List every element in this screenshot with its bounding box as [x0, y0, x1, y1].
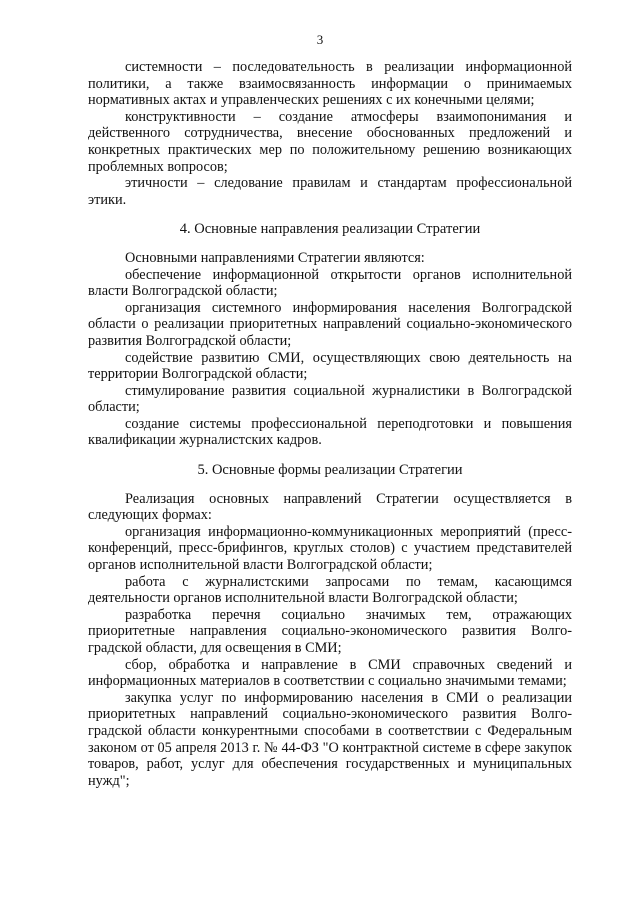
section-5-item: закупка услуг по информированию населения в СМИ о реализации приоритетных направлений социально-экономического развития Волгоградской области конкурентными способами в соответствии с Федеральным законом от 05 апреля 2013 г. № 44-ФЗ "О контрактной системе в сфере закупок товаров, работ, услуг для обеспечения государственных и муниципальных нужд";: [88, 689, 572, 789]
section-4-item: стимулирование развития социальной журналистики в Волгоградской области;: [88, 382, 572, 416]
section-4-item: создание системы профессиональной переподготовки и повышения квалификации журналистских кадров.: [88, 415, 572, 449]
page-number: 3: [316, 32, 324, 47]
section-5-intro: Реализация основных направлений Стратегии осуществляется в следующих формах:: [88, 490, 572, 524]
section-5-item: работа с журналистскими запросами по темам, касающимся деятельности органов исполнительной власти Волгоградской области;: [88, 573, 572, 607]
paragraph-etichnosti: этичности – следование правилам и стандартам профессиональной этики.: [88, 175, 572, 208]
section-4-item: содействие развитию СМИ, осуществляющих свою деятельность на территории Волгоградской области;: [88, 349, 572, 383]
paragraph-konstruktivnosti: конструктивности – создание атмосферы взаимопонимания и действенного сотрудничества, внесение обоснованных предложений и конкретных практических мер по положительному решению возникающих проблемных вопросов;: [88, 108, 572, 175]
paragraph-systemnosti: системности – последовательность в реализации информационной политики, а также взаимосвязанность информации о принимаемых нормативных актах и управленческих решениях с их конечными целями;: [88, 59, 572, 109]
section-4-heading: 4. Основные направления реализации Стратегии: [179, 221, 481, 238]
section-5-item: разработка перечня социально значимых тем, отражающих приоритетные направления социально-экономического развития Волгоградской области, для освещения в СМИ;: [88, 606, 572, 656]
document-body: [88, 59, 572, 789]
section-5-heading: 5. Основные формы реализации Стратегии: [197, 462, 463, 479]
section-4-intro: Основными направлениями Стратегии являются:: [125, 249, 425, 266]
section-5-item: сбор, обработка и направление в СМИ справочных сведений и информационных материалов в соответствии с социально значимыми темами;: [88, 656, 572, 690]
section-5-item: организация информационно-коммуникационных мероприятий (пресс-конференций, пресс-брифингов, круглых столов) с участием представителей органов исполнительной власти Волгоградской области;: [88, 523, 572, 574]
section-4-item: организация системного информирования населения Волгоградской области о реализации приоритетных направлений социально-экономического развития Волгоградской области;: [88, 299, 572, 349]
section-4-item: обеспечение информационной открытости органов исполнительной власти Волгоградской области;: [88, 266, 572, 300]
